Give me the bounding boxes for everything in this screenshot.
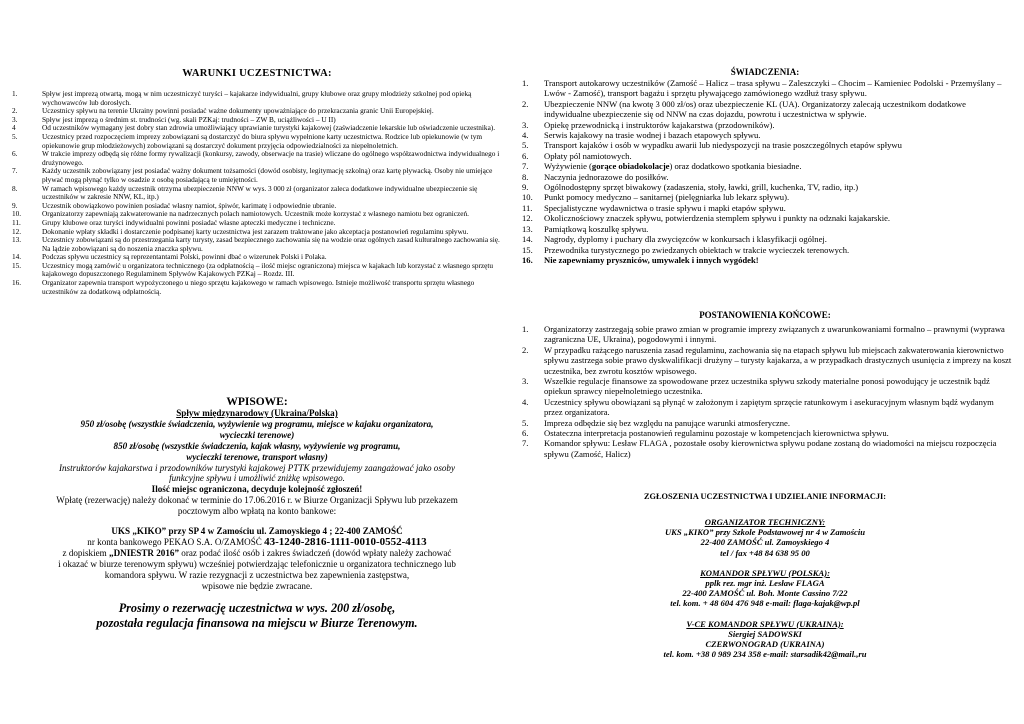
item-number: 10. [12, 209, 22, 219]
organizer-name: UKS „KIKO” przy Szkole Podstawowej nr 4 w Zamościu [664, 527, 866, 538]
vce-komandor-contact: tel. kom. +38 0 989 234 358 e-mail: starsadik42@mail.,ru [663, 649, 867, 660]
item-number: 7. [522, 438, 529, 449]
limited-places: Ilość miejsc ograniczona, decyduje kolejność zgłoszeń! [151, 484, 363, 495]
club-address: UKS „KIKO” przy SP 4 w Zamościu ul. Zamoyskiego 4 ; 22-400 ZAMOŚĆ [111, 526, 403, 537]
list-item [518, 224, 1012, 234]
note-dniestr: „DNIESTR 2016” [109, 547, 179, 558]
item-number: 4. [522, 130, 529, 141]
price-950-line2: wycieczki terenowe) [219, 429, 295, 440]
item-text: Impreza odbędzie się bez względu na panujące warunki atmosferyczne. [544, 417, 790, 428]
reservation-line1: Prosimy o rezerwację uczestnictwa w wys. 200 zł/osobę, [118, 600, 396, 615]
list-item [518, 78, 1012, 99]
bank-account [12, 537, 502, 548]
item-text: Podczas spływu uczestnicy są reprezentantami Polski, powinni dbać o wizerunek Polski i Polaka. [42, 252, 327, 262]
swiadczenia-list [518, 78, 1012, 265]
komandor-name: pplk rez. mgr inż. Lesław FLAGA [705, 578, 825, 589]
item-text: Nagrody, dyplomy i puchary dla zwycięzców w konkursach i klasyfikacji ogólnej. [544, 234, 827, 245]
item-number: 9. [12, 200, 18, 210]
item-number: 6. [522, 428, 529, 439]
list-item [518, 376, 1012, 397]
list-item [518, 151, 1012, 161]
item-number: 6. [12, 149, 18, 159]
payment-line1: Wpłatę (rezerwację) należy dokonać w terminie do 17.06.2016 r. w Biurze Organizacji Spływu lub przekazem [56, 495, 458, 506]
item-number: 11. [522, 202, 533, 213]
item-number: 5. [12, 131, 18, 141]
item-number: 4 [12, 123, 16, 133]
list-item [518, 428, 1012, 438]
item-number: 15. [12, 260, 22, 270]
list-item [12, 167, 502, 184]
item-text: Opłaty pól namiotowych. [544, 150, 632, 161]
list-item [12, 150, 502, 167]
bank-number: 43-1240-2816-1111-0010-0552-4113 [264, 535, 427, 548]
item-number: 2. [522, 98, 529, 109]
zgloszenia-heading: ZGŁOSZENIA UCZESTNICTWA I UDZIELANIE INFORMACJI: [643, 492, 887, 501]
note-line2: i okazać w biurze terenowym spływu) wcześniej potwierdzając telefonicznie u organizatora technicznego lub [58, 558, 456, 569]
list-item [518, 397, 1012, 418]
item-text: Ogólnodostępny sprzęt biwakowy (zadaszenia, stoły, ławki, grill, kuchenka, TV, radio, itp.) [544, 182, 859, 193]
item-number: 5. [522, 417, 529, 428]
list-item [518, 130, 1012, 140]
item-text: W ramach wpisowego każdy uczestnik otrzyma ubezpieczenie NNW w wys. 3 000 zł (organizator zaleca dodatkowe indywidualne ubezpieczenie się uczestników w zakresie NNW, KL, itp.) [42, 183, 478, 202]
item-number: 5. [522, 140, 529, 151]
instructors-line2: funkcyjne spływu i umożliwić zniżkę wpisowego. [169, 473, 345, 484]
item-number: 2. [12, 106, 18, 116]
note-line1 [12, 548, 502, 559]
item-text: Ostateczna interpretacja postanowień regulaminu pozostaje w kompetencjach kierownictwa spływu. [544, 428, 889, 439]
list-item [518, 192, 1012, 202]
list-item [12, 279, 502, 296]
list-item [518, 120, 1012, 130]
item-number: 2. [522, 344, 529, 355]
item-number: 8. [522, 171, 529, 182]
list-item [518, 324, 1012, 345]
postanowienia-title: POSTANOWIENIA KOŃCOWE: [699, 310, 831, 320]
item-text: W trakcie imprezy odbędą się różne formy rywalizacji (konkursy, zawody, obserwacje na trasie) wliczane do ogólnego współzawodnictwa indywidualnego i drużynowego. [42, 149, 500, 167]
list-item [518, 140, 1012, 150]
item-text: Nie zapewniamy pryszniców, umywalek i innych wygódek! [544, 254, 759, 265]
item-number: 1. [522, 324, 529, 334]
item-number: 10. [522, 192, 533, 203]
item-text: Uczestnicy przed rozpoczęciem imprezy zobowiązani są dostarczyć do biura spływu wypełnione karty uczestnictwa. Rodzice lub opiekunowie (w tym opiekunowie grup młodzieżowych) zobowiązani są dostarczyć dokument przyjęcia odpowiedzialności za niepełnoletnich. [42, 131, 483, 150]
wpisowe-subtitle: Spływ międzynarodowy (Ukraina/Polska) [176, 408, 338, 418]
item-number: 1. [522, 78, 529, 88]
list-item [518, 182, 1012, 192]
wpisowe-section [12, 396, 502, 631]
item-text: Naczynia jednorazowe do posiłków. [544, 171, 669, 182]
organizer-title: ORGANIZATOR TECHNICZNY: [704, 517, 826, 527]
item-text: Uczestnik obowiązkowo powinien posiadać własny namiot, śpiwór, karimatę i odpowiednie ubranie. [42, 200, 337, 210]
komandor-address: 22-400 ZAMOŚĆ ul. Boh. Monte Cassino 7/22 [682, 588, 848, 599]
note-line4: wpisowe nie będzie zwracane. [201, 580, 313, 591]
list-item [518, 255, 1012, 265]
item-number: 9. [522, 182, 529, 193]
item-number: 7. [522, 161, 529, 172]
list-item [12, 90, 502, 107]
item-number: 6. [522, 150, 529, 161]
item-number: 16. [12, 278, 22, 288]
item-text: Pamiątkową koszulkę spływu. [544, 223, 649, 234]
vce-komandor-title: V-CE KOMANDOR SPŁYWU (UKRAINA): [686, 618, 844, 629]
item-text: Przewodnika turystycznego po zwiedzanych obiektach w trakcie wycieczek terenowych. [544, 244, 850, 255]
list-item [518, 213, 1012, 223]
item-text: Okolicznościowy znaczek spływu, potwierdzenia stemplem spływu i punkty na odznaki kajakarskie. [544, 213, 891, 224]
item-number: 1. [12, 89, 18, 98]
list-item [12, 262, 502, 279]
list-item [12, 133, 502, 150]
item-text: Uczestnicy spływu obowiązani są płynąć w założonym i zapiętym sprzęcie ratunkowym i asekuracyjnym własnym bądź wydanym przez organizatora. [544, 396, 994, 418]
komandor-title: KOMANDOR SPŁYWU (POLSKA): [700, 567, 830, 578]
item-number: 3. [522, 376, 529, 387]
item-text: Transport autokarowy uczestników (Zamość – Halicz – trasa spływu – Zaleszczyki – Chocim – Kamieniec Podolski - Przemyślany – Lwów - Zamość), transport bagażu i sprzętu pływającego zamówionego wzdłuż trasy spływu. [544, 78, 1002, 99]
instructors-line1: Instruktorów kajakarstwa i przodowników turystyki kajakowej PTTK przewidujemy zaangażować jako osoby [58, 462, 456, 473]
list-item [518, 203, 1012, 213]
organizer-address: 22-400 ZAMOŚĆ ul. Zamoyskiego 4 [700, 537, 830, 548]
item-text: Uczestnicy mogą zamówić u organizatora technicznego (za odpłatnością – ilość miejsc ograniczona) miejsca w kajakach lub korzystać z własnego sprzętu kajakowego dopuszczonego Regulaminem Spływów Kajakowych PZKaj – Rozdz. III. [42, 260, 494, 279]
note-rest: oraz podać ilość osób i zakres świadczeń (dowód wpłaty należy zachować [179, 547, 452, 558]
item-text: Uczestnicy zobowiązani są do przestrzegania karty turysty, zasad bezpiecznego zachowania się na wodzie oraz ogólnych zasad kulturalnego zachowania się. Na lądzie zobowiązani są do noszenia znaczka spływu. [42, 235, 500, 253]
contacts-block [518, 517, 1012, 659]
komandor-contact: tel. kom. + 48 604 476 948 e-mail: flaga-kajak@wp.pl [670, 598, 860, 609]
list-item [518, 438, 1012, 459]
list-item [518, 345, 1012, 376]
item-text: Serwis kajakowy na trasie wodnej i bazach etapowych spływu. [544, 130, 761, 141]
item-number: 4. [522, 396, 529, 407]
item-text: Organizatorzy zapewniają zakwaterowanie na nadrzecznych polach namiotowych. Uczestnik może korzystać z własnego namiotu bez ograniczeń. [42, 209, 469, 219]
item-number: 14. [12, 252, 22, 262]
list-item [518, 418, 1012, 428]
item-text: Ubezpieczenie NNW (na kwotę 3 000 zł/os) oraz ubezpieczenie KL (UA). Organizatorzy zalecają uczestnikom dodatkowe indywidualne ubezpieczenie się od NNW na czas dojazdu, powrotu i uczestnictwa w spływie. [544, 98, 966, 120]
bold-fragment: gorące obiadokolacje [591, 161, 670, 172]
item-text: Spływ jest imprezą o średnim st. trudności (wg. skali PZKaj: trudności – ZW B, uciążliwości – U II) [42, 114, 336, 124]
item-text: Organizator zapewnia transport wypożyczonego u niego sprzętu kajakowego w ramach wpisowego. Istnieje możliwość transportu sprzętu własnego uczestników za dodatkową odpłatnością. [42, 278, 475, 296]
item-number: 3. [12, 114, 18, 124]
item-text: Punkt pomocy medyczno – sanitarnej (pielęgniarka lub lekarz spływu). [544, 192, 790, 203]
list-item [518, 161, 1012, 171]
price-950-line1: 950 zł/osobę (wszystkie świadczenia, wyżywienie wg programu, miejsce w kajaku organizatora, [80, 418, 434, 429]
item-text: Wszelkie regulacje finansowe za spowodowane przez uczestnika spływu szkody materialne ponosi powodujący je uczestnik bądź opiekun sprawcy niepełnoletniego uczestnika. [544, 376, 990, 397]
list-item [518, 172, 1012, 182]
item-number: 14. [522, 234, 533, 245]
price-850-line2: wycieczki terenowe, transport własny) [186, 451, 328, 462]
item-text: Spływ jest imprezą otwartą, mogą w nim uczestniczyć turyści – kajakarze indywidualni, grupy klubowe oraz grupy młodzieży szkolnej pod opieką wychowawców lub dorosłych. [42, 89, 472, 107]
item-number: 12. [12, 226, 22, 236]
item-number: 7. [12, 166, 18, 176]
item-text: Organizatorzy zastrzegają sobie prawo zmian w programie imprezy związanych z uwarunkowaniami formalno – prawnymi (wyprawa zagraniczna UE, Ukraina), pogodowymi i innymi. [544, 324, 1005, 345]
payment-line2: pocztowym albo wpłatą na konto bankowe: [177, 506, 337, 517]
bank-label: nr konta bankowego PEKAO S.A. O/ZAMOŚĆ [87, 536, 265, 547]
postanowienia-list [518, 324, 1012, 459]
price-850-line1: 850 zł/osobę (wszystkie świadczenia, kajak własny, wyżywienie wg programu, [113, 440, 401, 451]
list-item [518, 245, 1012, 255]
item-text: Transport kajaków i osób w wypadku awarii lub niedyspozycji na trasie poszczególnych etapów spływu [544, 140, 902, 151]
note-line3: komandora spływu. W razie rezygnacji z uczestnictwa bez zapewnienia zastępstwa, [104, 569, 410, 580]
item-text: Wyżywienie (gorące obiadokolacje) oraz dodatkowo spotkania biesiadne. [544, 161, 802, 172]
item-text: Grupy klubowe oraz turyści indywidualni powinni posiadać własne apteczki medyczne i techniczne. [42, 217, 336, 227]
item-number: 16. [522, 254, 533, 265]
item-text: Każdy uczestnik zobowiązany jest posiadać ważny dokument tożsamości (dowód osobisty, legitymację szkolną) oraz kartę pływacką. Osoby nie umiejące pływać mogą płynąć tylko w osadzie z osobą posiadającą te umiejętności. [42, 166, 493, 184]
item-number: 13. [12, 235, 22, 245]
warunki-list [12, 90, 502, 296]
item-text: Uczestnicy spływu na terenie Ukrainy powinni posiadać ważne dokumenty upoważniające do przekraczania granic Unii Europejskiej. [42, 106, 434, 116]
list-item [518, 234, 1012, 244]
list-item [12, 185, 502, 202]
swiadczenia-title: ŚWIADCZENIA: [730, 67, 800, 77]
item-number: 12. [522, 213, 533, 224]
item-text: Dokonanie wpłaty składki i dostarczenie podpisanej karty uczestnictwa jest zarazem traktowane jako akceptacja postanowień regulaminu spływu. [42, 226, 469, 236]
vce-komandor-name: Siergiej SADOWSKI [728, 628, 802, 639]
wpisowe-title: WPISOWE: [226, 396, 288, 408]
item-number: 15. [522, 244, 533, 255]
item-number: 3. [522, 119, 529, 130]
list-item [518, 99, 1012, 120]
item-text: W przypadku rażącego naruszenia zasad regulaminu, zachowania się na etapach spływu lub miejscach zakwaterowania kierownictwo spływu zastrzega sobie prawo dyskwalifikacji drużyny – turysty kajakarza, a w przypadkach drastycznych usunięcia z imprezy na koszt uczestnika, bez zwrotu kosztów wpisowego. [544, 344, 1012, 376]
vce-komandor-city: CZERWONOGRAD (UKRAINA) [705, 639, 825, 650]
item-text: Komandor spływu: Lesław FLAGA , pozostałe osoby kierownictwa spływu podane zostaną do wiadomości na miejscu rozpoczęcia spływu (Zamość, Halicz) [544, 438, 997, 459]
item-number: 11. [12, 217, 21, 227]
item-text: Specjalistyczne wydawnictwa o trasie spływu i mapki etapów spływu. [544, 202, 786, 213]
note-prefix: z dopiskiem [62, 547, 110, 558]
reservation-line2: pozostała regulacja finansowa na miejscu w Biurze Terenowym. [96, 615, 418, 630]
item-text: Opiekę przewodnicką i instruktorów kajakarstwa (przodowników). [544, 119, 775, 130]
warunki-title: WARUNKI UCZESTNICTWA: [182, 68, 332, 79]
organizer-phone: tel / fax +48 84 638 95 00 [720, 547, 810, 558]
item-number: 8. [12, 183, 18, 193]
list-item [12, 236, 502, 253]
item-text: Od uczestników wymagany jest dobry stan zdrowia umożliwiający uprawianie turystyki kajakowej (zaświadczenie lekarskie lub oświadczenie uczestnika). [42, 123, 496, 133]
item-number: 13. [522, 223, 533, 234]
